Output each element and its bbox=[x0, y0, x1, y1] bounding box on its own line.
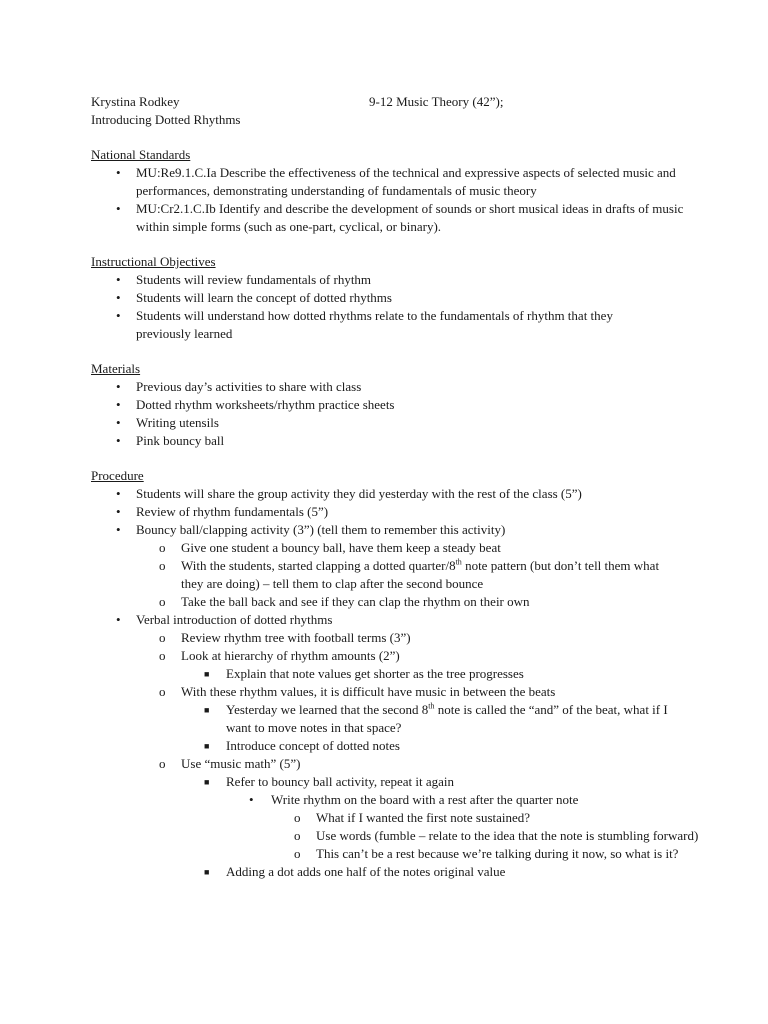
list-item: • Review of rhythm fundamentals (5”) bbox=[116, 504, 329, 519]
circle-bullet-icon: o bbox=[159, 630, 166, 645]
square-bullet-icon: ■ bbox=[204, 669, 210, 679]
list-item: o Look at hierarchy of rhythm amounts (2”) bbox=[159, 648, 400, 663]
circle-bullet-icon: o bbox=[294, 828, 301, 843]
list-item: o Give one student a bouncy ball, have them keep a steady beat bbox=[159, 540, 501, 555]
materials-heading: Materials bbox=[91, 361, 141, 376]
list-item: ■ Yesterday we learned that the second 8th note is called the “and” of the beat, what if I want to move notes in that space? bbox=[204, 701, 668, 735]
list-item: • Writing utensils bbox=[116, 415, 219, 430]
bullet-icon: • bbox=[116, 522, 121, 537]
list-item: ■ Introduce concept of dotted notes bbox=[204, 738, 400, 753]
list-item: o Review rhythm tree with football terms (3”) bbox=[159, 630, 411, 645]
list-item: • Students will share the group activity they did yesterday with the rest of the class (5”) bbox=[116, 486, 582, 501]
list-item: • Previous day’s activities to share with class bbox=[116, 379, 362, 394]
bullet-icon: • bbox=[116, 415, 121, 430]
circle-bullet-icon: o bbox=[294, 810, 301, 825]
list-item: o With these rhythm values, it is difficult have music in between the beats bbox=[159, 684, 556, 699]
square-bullet-icon: ■ bbox=[204, 867, 210, 877]
list-item: • Verbal introduction of dotted rhythms bbox=[116, 612, 333, 627]
circle-bullet-icon: o bbox=[159, 648, 166, 663]
document-body bbox=[91, 146, 699, 898]
bullet-icon: • bbox=[116, 290, 121, 305]
list-item: • Pink bouncy ball bbox=[116, 433, 225, 448]
materials-section bbox=[91, 360, 691, 450]
standards-heading: National Standards bbox=[91, 147, 191, 162]
bullet-icon: • bbox=[116, 486, 121, 501]
procedure-section bbox=[91, 467, 699, 881]
list-item: ■ Refer to bouncy ball activity, repeat it again bbox=[204, 774, 455, 789]
document-header bbox=[91, 93, 241, 129]
circle-bullet-icon: o bbox=[294, 846, 301, 861]
bullet-icon: • bbox=[116, 504, 121, 519]
circle-bullet-icon: o bbox=[159, 684, 166, 699]
list-item: o Take the ball back and see if they can clap the rhythm on their own bbox=[159, 594, 530, 609]
lesson-title: Introducing Dotted Rhythms bbox=[91, 112, 241, 127]
list-item: • MU:Cr2.1.C.Ib Identify and describe the development of sounds or short musical ideas in drafts of music within simple forms (such as one-part, cyclical, or binary). bbox=[116, 201, 684, 234]
objectives-heading: Instructional Objectives bbox=[91, 254, 216, 269]
objectives-section bbox=[91, 253, 691, 343]
square-bullet-icon: ■ bbox=[204, 741, 210, 751]
square-bullet-icon: ■ bbox=[204, 705, 210, 715]
circle-bullet-icon: o bbox=[159, 540, 166, 555]
list-item: • Students will understand how dotted rhythms relate to the fundamentals of rhythm that they previously learned bbox=[116, 308, 613, 341]
circle-bullet-icon: o bbox=[159, 558, 166, 573]
procedure-heading: Procedure bbox=[91, 468, 144, 483]
list-item: • Bouncy ball/clapping activity (3”) (tell them to remember this activity) bbox=[116, 522, 506, 537]
list-item: • Dotted rhythm worksheets/rhythm practice sheets bbox=[116, 397, 395, 412]
bullet-icon: • bbox=[116, 201, 121, 216]
list-item: ■ Adding a dot adds one half of the notes original value bbox=[204, 864, 506, 879]
list-item: o Use words (fumble – relate to the idea that the note is stumbling forward) bbox=[294, 828, 699, 843]
author-name: Krystina Rodkey bbox=[91, 94, 180, 109]
course-info: 9-12 Music Theory (42”); bbox=[369, 94, 504, 109]
list-item: o This can’t be a rest because we’re talking during it now, so what is it? bbox=[294, 846, 679, 861]
list-item: o With the students, started clapping a dotted quarter/8th note pattern (but don’t tell them what they are doing) – tell them to clap after the second bounce bbox=[159, 557, 660, 591]
list-item: o Use “music math” (5”) bbox=[159, 756, 301, 771]
standards-section bbox=[91, 146, 691, 236]
bullet-icon: • bbox=[116, 433, 121, 448]
circle-bullet-icon: o bbox=[159, 756, 166, 771]
list-item: • MU:Re9.1.C.Ia Describe the effectiveness of the technical and expressive aspects of selected music and performances, demonstrating understanding of fundamentals of music theory bbox=[116, 165, 676, 198]
bullet-icon: • bbox=[116, 397, 121, 412]
list-item: ■ Explain that note values get shorter as the tree progresses bbox=[204, 666, 524, 681]
bullet-icon: • bbox=[116, 272, 121, 287]
bullet-icon: • bbox=[116, 165, 121, 180]
bullet-icon: • bbox=[116, 379, 121, 394]
bullet-icon: • bbox=[249, 792, 254, 807]
bullet-icon: • bbox=[116, 308, 121, 323]
square-bullet-icon: ■ bbox=[204, 777, 210, 787]
list-item: • Students will learn the concept of dotted rhythms bbox=[116, 290, 392, 305]
list-item: o What if I wanted the first note sustained? bbox=[294, 810, 531, 825]
bullet-icon: • bbox=[116, 612, 121, 627]
list-item: • Write rhythm on the board with a rest after the quarter note bbox=[249, 792, 579, 807]
circle-bullet-icon: o bbox=[159, 594, 166, 609]
list-item: • Students will review fundamentals of rhythm bbox=[116, 272, 372, 287]
